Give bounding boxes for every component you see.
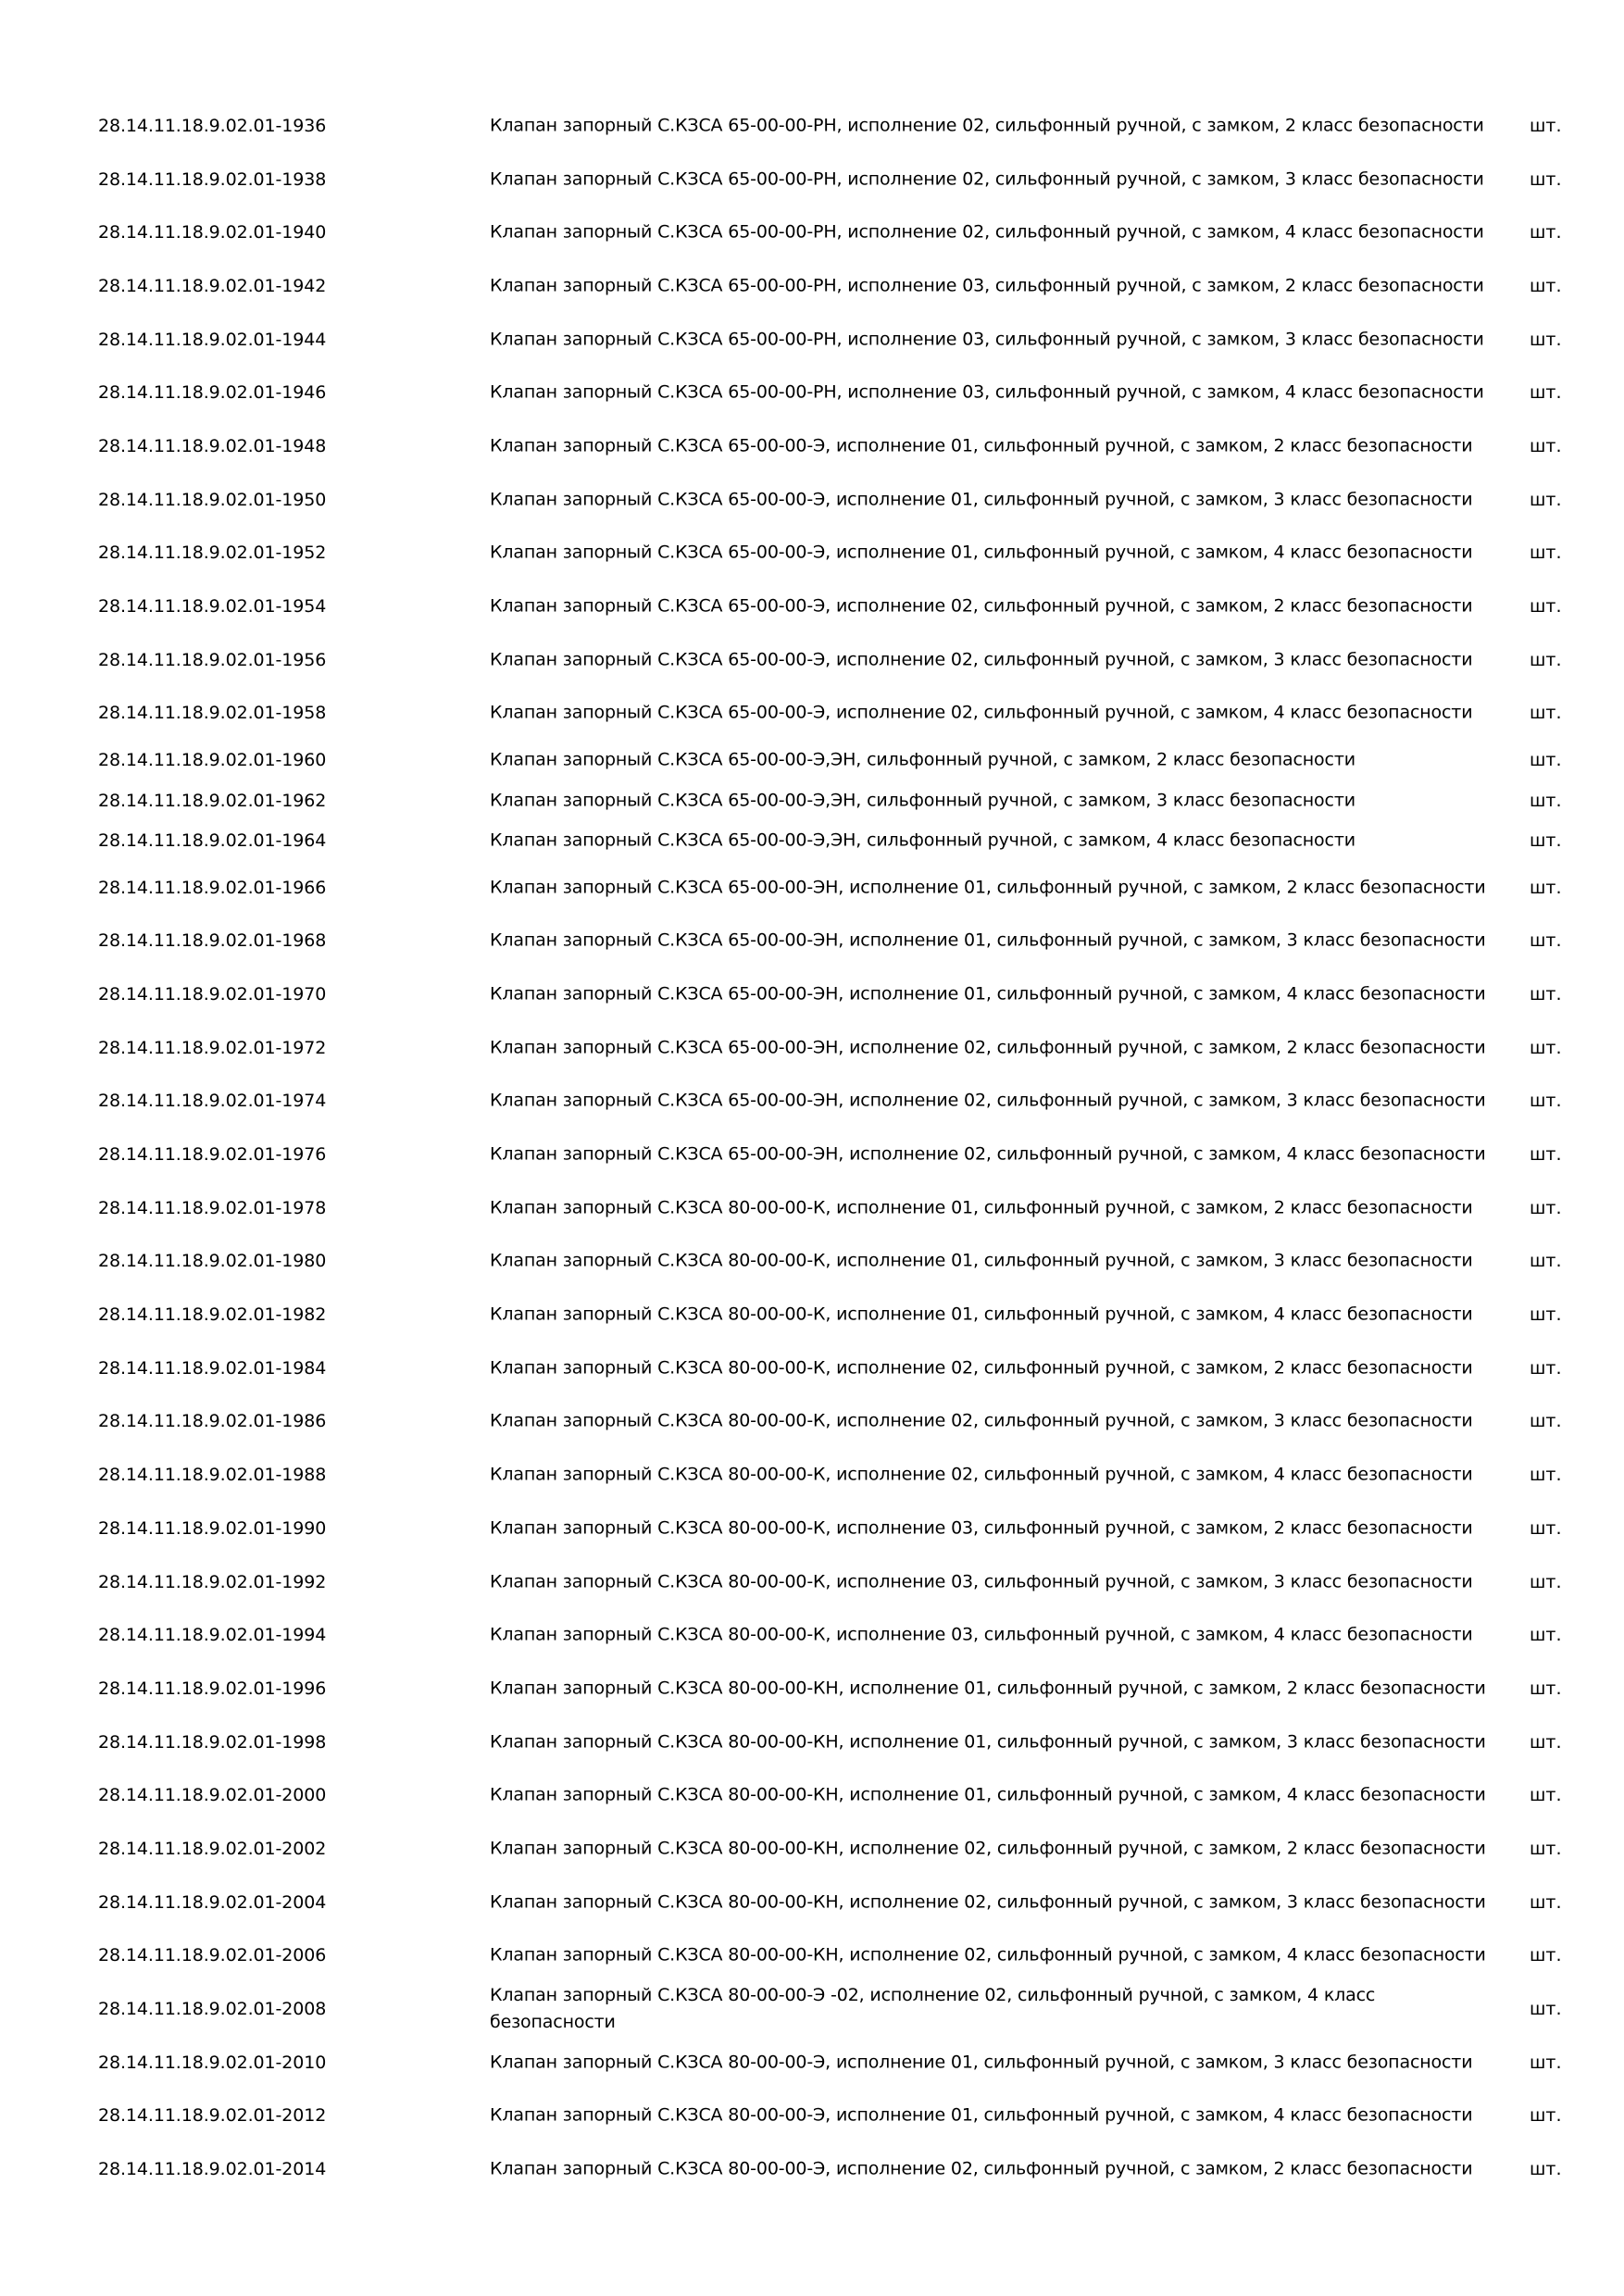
table-row <box>93 1502 1574 1555</box>
table-row <box>93 366 1574 419</box>
table-row <box>93 1395 1574 1449</box>
resource-description: Клапан запорный С.КЗСА 80-00-00-Э, исполнение 01, сильфонный ручной, с замком, 3 класс безопасности <box>490 2052 1473 2073</box>
resource-description: Клапан запорный С.КЗСА 65-00-00-ЭН, исполнение 02, сильфонный ручной, с замком, 4 класс безопасности <box>490 1143 1486 1165</box>
table-row <box>93 1288 1574 1341</box>
resource-description: Клапан запорный С.КЗСА 65-00-00-Э, исполнение 01, сильфонный ручной, с замком, 2 класс безопасности <box>490 435 1473 456</box>
table-row <box>93 259 1574 313</box>
resource-description: Клапан запорный С.КЗСА 80-00-00-К, исполнение 03, сильфонный ручной, с замком, 3 класс безопасности <box>490 1571 1473 1592</box>
resource-description: Клапан запорный С.КЗСА 80-00-00-КН, исполнение 01, сильфонный ручной, с замком, 2 класс безопасности <box>490 1678 1486 1699</box>
unit-of-measure: шт. <box>1530 877 1562 898</box>
unit-of-measure: шт. <box>1530 983 1562 1004</box>
unit-of-measure: шт. <box>1530 2105 1562 2127</box>
resource-code: 28.14.11.18.9.02.01-1956 <box>98 649 327 670</box>
table-row <box>93 1181 1574 1235</box>
resource-code: 28.14.11.18.9.02.01-1960 <box>98 750 327 770</box>
resource-code: 28.14.11.18.9.02.01-1958 <box>98 703 327 724</box>
table-row <box>93 633 1574 687</box>
unit-of-measure: шт. <box>1530 1304 1562 1326</box>
table-row <box>93 2090 1574 2143</box>
table-row <box>93 313 1574 367</box>
table-row <box>93 1662 1574 1716</box>
resource-code: 28.14.11.18.9.02.01-1998 <box>98 1731 327 1753</box>
unit-of-measure: шт. <box>1530 1411 1562 1432</box>
resource-code: 28.14.11.18.9.02.01-2010 <box>98 2052 327 2073</box>
resource-code: 28.14.11.18.9.02.01-2000 <box>98 1785 327 1806</box>
unit-of-measure: шт. <box>1530 1785 1562 1806</box>
table-row <box>93 153 1574 206</box>
unit-of-measure: шт. <box>1530 703 1562 724</box>
resource-description: Клапан запорный С.КЗСА 65-00-00-Э, исполнение 01, сильфонный ручной, с замком, 3 класс безопасности <box>490 489 1473 510</box>
resource-description: Клапан запорный С.КЗСА 65-00-00-Э, исполнение 02, сильфонный ручной, с замком, 3 класс безопасности <box>490 649 1473 670</box>
resource-description: Клапан запорный С.КЗСА 80-00-00-К, исполнение 03, сильфонный ручной, с замком, 2 класс безопасности <box>490 1517 1473 1539</box>
table-row <box>93 2036 1574 2090</box>
unit-of-measure: шт. <box>1530 329 1562 350</box>
resource-description: Клапан запорный С.КЗСА 65-00-00-РН, исполнение 02, сильфонный ручной, с замком, 4 класс безопасности <box>490 221 1484 243</box>
resource-description: Клапан запорный С.КЗСА 65-00-00-РН, исполнение 02, сильфонный ручной, с замком, 3 класс безопасности <box>490 168 1484 190</box>
resource-code: 28.14.11.18.9.02.01-1938 <box>98 168 327 190</box>
unit-of-measure: шт. <box>1530 1625 1562 1646</box>
resource-description: Клапан запорный С.КЗСА 80-00-00-К, исполнение 02, сильфонный ручной, с замком, 3 класс безопасности <box>490 1410 1473 1431</box>
table-row <box>93 1876 1574 1929</box>
resource-description: Клапан запорный С.КЗСА 65-00-00-РН, исполнение 03, сильфонный ручной, с замком, 2 класс безопасности <box>490 275 1484 296</box>
unit-of-measure: шт. <box>1530 1678 1562 1699</box>
resource-code: 28.14.11.18.9.02.01-1988 <box>98 1465 327 1486</box>
resource-code: 28.14.11.18.9.02.01-1982 <box>98 1304 327 1326</box>
resource-code: 28.14.11.18.9.02.01-1954 <box>98 596 327 618</box>
resource-description: Клапан запорный С.КЗСА 65-00-00-Э,ЭН, сильфонный ручной, с замком, 2 класс безопасности <box>490 749 1355 770</box>
unit-of-measure: шт. <box>1530 596 1562 618</box>
unit-of-measure: шт. <box>1530 790 1562 811</box>
resource-code: 28.14.11.18.9.02.01-1942 <box>98 275 327 296</box>
table-row <box>93 1716 1574 1769</box>
table-row <box>93 1021 1574 1075</box>
unit-of-measure: шт. <box>1530 1571 1562 1592</box>
unit-of-measure: шт. <box>1530 1465 1562 1486</box>
table-row <box>93 473 1574 527</box>
unit-of-measure: шт. <box>1530 830 1562 851</box>
unit-of-measure: шт. <box>1530 1891 1562 1913</box>
resource-description: Клапан запорный С.КЗСА 80-00-00-К, исполнение 01, сильфонный ручной, с замком, 3 класс безопасности <box>490 1250 1473 1271</box>
resource-description: Клапан запорный С.КЗСА 65-00-00-РН, исполнение 02, сильфонный ручной, с замком, 2 класс безопасности <box>490 115 1484 136</box>
resource-code: 28.14.11.18.9.02.01-2014 <box>98 2159 327 2180</box>
resource-description: Клапан запорный С.КЗСА 80-00-00-Э, исполнение 02, сильфонный ручной, с замком, 2 класс безопасности <box>490 2158 1473 2179</box>
table-row <box>93 206 1574 259</box>
table-row <box>93 527 1574 580</box>
unit-of-measure: шт. <box>1530 489 1562 510</box>
resource-description: Клапан запорный С.КЗСА 80-00-00-Э -02, исполнение 02, сильфонный ручной, с замком, 4 класс безопасности <box>490 1985 1376 2033</box>
unit-of-measure: шт. <box>1530 1517 1562 1539</box>
table-row <box>93 780 1574 821</box>
resource-description: Клапан запорный С.КЗСА 65-00-00-ЭН, исполнение 01, сильфонный ручной, с замком, 4 класс безопасности <box>490 983 1486 1004</box>
resource-description: Клапан запорный С.КЗСА 65-00-00-ЭН, исполнение 01, сильфонный ручной, с замком, 2 класс безопасности <box>490 877 1486 898</box>
resource-code: 28.14.11.18.9.02.01-1974 <box>98 1091 327 1112</box>
table-row <box>93 861 1574 915</box>
resource-description: Клапан запорный С.КЗСА 65-00-00-Э, исполнение 02, сильфонный ручной, с замком, 2 класс безопасности <box>490 595 1473 617</box>
table-row <box>93 1768 1574 1822</box>
unit-of-measure: шт. <box>1530 115 1562 136</box>
resource-code: 28.14.11.18.9.02.01-1970 <box>98 983 327 1004</box>
resource-description: Клапан запорный С.КЗСА 65-00-00-Э, исполнение 01, сильфонный ручной, с замком, 4 класс безопасности <box>490 542 1473 563</box>
resource-description: Клапан запорный С.КЗСА 80-00-00-К, исполнение 01, сильфонный ручной, с замком, 4 класс безопасности <box>490 1304 1473 1325</box>
resource-code: 28.14.11.18.9.02.01-2012 <box>98 2105 327 2127</box>
unit-of-measure: шт. <box>1530 543 1562 564</box>
unit-of-measure: шт. <box>1530 435 1562 456</box>
resource-description: Клапан запорный С.КЗСА 65-00-00-Э,ЭН, сильфонный ручной, с замком, 4 класс безопасности <box>490 830 1355 851</box>
unit-of-measure: шт. <box>1530 1357 1562 1379</box>
table-row <box>93 820 1574 861</box>
resource-code: 28.14.11.18.9.02.01-1996 <box>98 1678 327 1699</box>
unit-of-measure: шт. <box>1530 2159 1562 2180</box>
resource-code: 28.14.11.18.9.02.01-1968 <box>98 930 327 952</box>
resource-description: Клапан запорный С.КЗСА 80-00-00-КН, исполнение 02, сильфонный ручной, с замком, 3 класс безопасности <box>490 1891 1486 1913</box>
resource-description: Клапан запорный С.КЗСА 80-00-00-К, исполнение 02, сильфонный ручной, с замком, 4 класс безопасности <box>490 1464 1473 1485</box>
resource-code: 28.14.11.18.9.02.01-1946 <box>98 382 327 404</box>
resource-description: Клапан запорный С.КЗСА 65-00-00-РН, исполнение 03, сильфонный ручной, с замком, 3 класс безопасности <box>490 329 1484 350</box>
resource-code: 28.14.11.18.9.02.01-1966 <box>98 877 327 898</box>
table-row <box>93 1128 1574 1181</box>
resource-code: 28.14.11.18.9.02.01-1940 <box>98 222 327 243</box>
table-row <box>93 1822 1574 1876</box>
unit-of-measure: шт. <box>1530 930 1562 952</box>
table-row <box>93 419 1574 473</box>
unit-of-measure: шт. <box>1530 1999 1562 2020</box>
table-row <box>93 1448 1574 1502</box>
resource-description: Клапан запорный С.КЗСА 65-00-00-Э, исполнение 02, сильфонный ручной, с замком, 4 класс безопасности <box>490 702 1473 723</box>
resource-code: 28.14.11.18.9.02.01-1944 <box>98 329 327 350</box>
resource-code: 28.14.11.18.9.02.01-1986 <box>98 1411 327 1432</box>
table-row <box>93 1075 1574 1129</box>
unit-of-measure: шт. <box>1530 275 1562 296</box>
unit-of-measure: шт. <box>1530 1144 1562 1166</box>
resource-code: 28.14.11.18.9.02.01-1952 <box>98 543 327 564</box>
resource-description: Клапан запорный С.КЗСА 80-00-00-КН, исполнение 02, сильфонный ручной, с замком, 4 класс безопасности <box>490 1944 1486 1965</box>
resource-code: 28.14.11.18.9.02.01-1978 <box>98 1197 327 1218</box>
resource-description: Клапан запорный С.КЗСА 80-00-00-К, исполнение 01, сильфонный ручной, с замком, 2 класс безопасности <box>490 1197 1473 1218</box>
unit-of-measure: шт. <box>1530 168 1562 190</box>
unit-of-measure: шт. <box>1530 1197 1562 1218</box>
resource-code: 28.14.11.18.9.02.01-1992 <box>98 1571 327 1592</box>
unit-of-measure: шт. <box>1530 1037 1562 1058</box>
unit-of-measure: шт. <box>1530 222 1562 243</box>
resource-description: Клапан запорный С.КЗСА 65-00-00-ЭН, исполнение 01, сильфонный ручной, с замком, 3 класс безопасности <box>490 930 1486 951</box>
unit-of-measure: шт. <box>1530 382 1562 404</box>
unit-of-measure: шт. <box>1530 649 1562 670</box>
resource-code: 28.14.11.18.9.02.01-2006 <box>98 1945 327 1966</box>
resource-description: Клапан запорный С.КЗСА 80-00-00-Э, исполнение 01, сильфонный ручной, с замком, 4 класс безопасности <box>490 2104 1473 2126</box>
resource-code: 28.14.11.18.9.02.01-1990 <box>98 1517 327 1539</box>
resource-description: Клапан запорный С.КЗСА 80-00-00-КН, исполнение 01, сильфонный ручной, с замком, 3 класс безопасности <box>490 1731 1486 1753</box>
table-row <box>93 2142 1574 2196</box>
resource-description: Клапан запорный С.КЗСА 80-00-00-КН, исполнение 02, сильфонный ручной, с замком, 2 класс безопасности <box>490 1838 1486 1859</box>
resource-code: 28.14.11.18.9.02.01-1976 <box>98 1144 327 1166</box>
resource-code: 28.14.11.18.9.02.01-1936 <box>98 115 327 136</box>
resource-code: 28.14.11.18.9.02.01-2004 <box>98 1891 327 1913</box>
resource-code: 28.14.11.18.9.02.01-1964 <box>98 830 327 851</box>
table-row <box>93 967 1574 1021</box>
unit-of-measure: шт. <box>1530 2052 1562 2073</box>
resource-description: Клапан запорный С.КЗСА 65-00-00-ЭН, исполнение 02, сильфонный ручной, с замком, 3 класс безопасности <box>490 1090 1486 1111</box>
unit-of-measure: шт. <box>1530 1731 1562 1753</box>
table-row <box>93 687 1574 741</box>
table-row <box>93 914 1574 967</box>
resource-description: Клапан запорный С.КЗСА 80-00-00-К, исполнение 03, сильфонный ручной, с замком, 4 класс безопасности <box>490 1624 1473 1645</box>
table-row <box>93 1982 1574 2036</box>
table-row <box>93 1555 1574 1609</box>
resource-code: 28.14.11.18.9.02.01-2008 <box>98 1999 327 2020</box>
table-row <box>93 1341 1574 1395</box>
resource-table <box>93 99 1574 2196</box>
resource-code: 28.14.11.18.9.02.01-1950 <box>98 489 327 510</box>
resource-description: Клапан запорный С.КЗСА 80-00-00-К, исполнение 02, сильфонный ручной, с замком, 2 класс безопасности <box>490 1357 1473 1379</box>
resource-code: 28.14.11.18.9.02.01-1980 <box>98 1251 327 1272</box>
resource-description: Клапан запорный С.КЗСА 80-00-00-КН, исполнение 01, сильфонный ручной, с замком, 4 класс безопасности <box>490 1784 1486 1805</box>
resource-code: 28.14.11.18.9.02.01-1984 <box>98 1357 327 1379</box>
table-row <box>93 1929 1574 1983</box>
table-row <box>93 580 1574 633</box>
resource-code: 28.14.11.18.9.02.01-1948 <box>98 435 327 456</box>
unit-of-measure: шт. <box>1530 1251 1562 1272</box>
resource-description: Клапан запорный С.КЗСА 65-00-00-Э,ЭН, сильфонный ручной, с замком, 3 класс безопасности <box>490 790 1355 810</box>
table-row <box>93 1235 1574 1289</box>
unit-of-measure: шт. <box>1530 1945 1562 1966</box>
table-row <box>93 740 1574 780</box>
resource-code: 28.14.11.18.9.02.01-1994 <box>98 1625 327 1646</box>
resource-description: Клапан запорный С.КЗСА 65-00-00-ЭН, исполнение 02, сильфонный ручной, с замком, 2 класс безопасности <box>490 1037 1486 1058</box>
table-row <box>93 99 1574 153</box>
resource-code: 28.14.11.18.9.02.01-1962 <box>98 790 327 811</box>
resource-description: Клапан запорный С.КЗСА 65-00-00-РН, исполнение 03, сильфонный ручной, с замком, 4 класс безопасности <box>490 381 1484 403</box>
unit-of-measure: шт. <box>1530 750 1562 770</box>
table-row <box>93 1608 1574 1662</box>
unit-of-measure: шт. <box>1530 1091 1562 1112</box>
resource-code: 28.14.11.18.9.02.01-2002 <box>98 1838 327 1859</box>
unit-of-measure: шт. <box>1530 1838 1562 1859</box>
resource-code: 28.14.11.18.9.02.01-1972 <box>98 1037 327 1058</box>
